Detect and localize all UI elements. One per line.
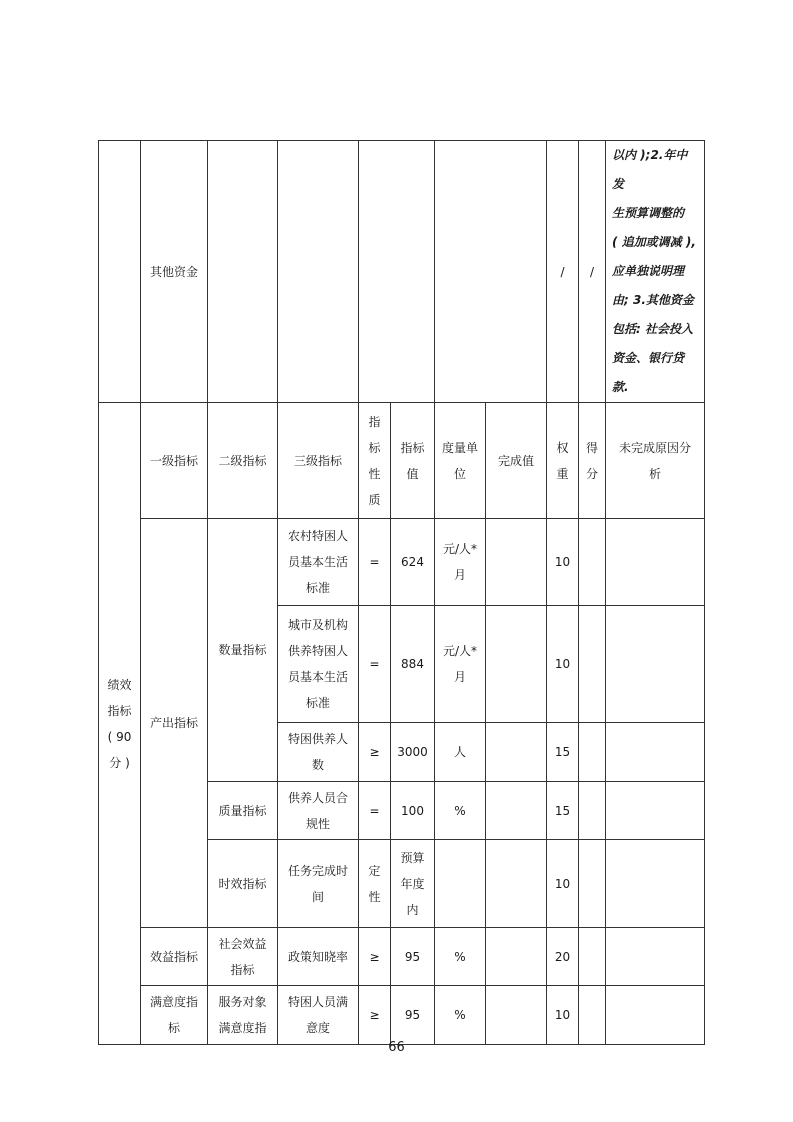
indicator-name: 城市及机构 供养特困人 员基本生活 标准: [278, 606, 359, 723]
group-quality: 质量指标: [208, 782, 278, 840]
indicator-unit: [435, 840, 486, 928]
indicator-weight: 10: [547, 986, 579, 1045]
header-level3: 三级指标: [278, 403, 359, 519]
indicator-reason: [606, 723, 705, 782]
empty-cell: [359, 141, 435, 403]
indicator-weight: 15: [547, 782, 579, 840]
table-row: [99, 986, 705, 1045]
indicator-completed: [486, 928, 547, 986]
empty-cell: [208, 141, 278, 403]
indicator-weight: 10: [547, 606, 579, 723]
indicator-name: 特困人员满 意度: [278, 986, 359, 1045]
group-satisfaction: 满意度指 标: [141, 986, 208, 1045]
indicator-weight: 20: [547, 928, 579, 986]
indicator-completed: [486, 606, 547, 723]
header-reason: 未完成原因分 析: [606, 403, 705, 519]
group-benefit: 效益指标: [141, 928, 208, 986]
header-level1: 一级指标: [141, 403, 208, 519]
indicator-reason: [606, 519, 705, 606]
table-row: [99, 928, 705, 986]
indicator-name: 政策知晓率: [278, 928, 359, 986]
indicator-unit: 元/人* 月: [435, 519, 486, 606]
header-value: 指标 值: [391, 403, 435, 519]
indicator-nature: =: [359, 519, 391, 606]
funding-note: 以内 );2.年中发 生预算调整的 ( 追加或调减 ), 应单独说明理 由; 3.其他资金 包括: 社会投入 资金、银行贷款.: [606, 141, 705, 403]
header-level2: 二级指标: [208, 403, 278, 519]
indicator-name: 农村特困人 员基本生活 标准: [278, 519, 359, 606]
indicator-completed: [486, 840, 547, 928]
indicator-unit: 元/人* 月: [435, 606, 486, 723]
page-number: 66: [388, 1040, 405, 1055]
indicator-unit: %: [435, 986, 486, 1045]
header-weight: 权 重: [547, 403, 579, 519]
indicator-reason: [606, 840, 705, 928]
section-label: 绩效 指标 ( 90 分 ): [99, 403, 141, 1045]
indicator-value: 95: [391, 986, 435, 1045]
indicator-score: [579, 519, 606, 606]
slash-cell: /: [547, 141, 579, 403]
header-nature: 指 标 性 质: [359, 403, 391, 519]
indicator-reason: [606, 928, 705, 986]
indicator-completed: [486, 986, 547, 1045]
indicator-value: 预算 年度 内: [391, 840, 435, 928]
empty-cell: [435, 141, 547, 403]
indicator-value: 624: [391, 519, 435, 606]
indicator-nature: =: [359, 782, 391, 840]
indicator-unit: %: [435, 782, 486, 840]
header-row: [99, 403, 705, 519]
indicator-score: [579, 782, 606, 840]
indicator-weight: 10: [547, 840, 579, 928]
indicator-reason: [606, 606, 705, 723]
funding-row: [99, 141, 705, 403]
group-service-satisfaction: 服务对象 满意度指: [208, 986, 278, 1045]
indicator-unit: 人: [435, 723, 486, 782]
indicator-score: [579, 723, 606, 782]
indicator-score: [579, 928, 606, 986]
indicator-nature: ≥: [359, 986, 391, 1045]
indicator-name: 供养人员合 规性: [278, 782, 359, 840]
performance-table: [98, 140, 705, 1045]
indicator-unit: %: [435, 928, 486, 986]
indicator-completed: [486, 519, 547, 606]
group-quantity: 数量指标: [208, 519, 278, 782]
indicator-value: 95: [391, 928, 435, 986]
indicator-score: [579, 606, 606, 723]
table-row: [99, 519, 705, 606]
indicator-nature: ≥: [359, 723, 391, 782]
empty-cell: [278, 141, 359, 403]
indicator-name: 任务完成时 间: [278, 840, 359, 928]
indicator-nature: 定 性: [359, 840, 391, 928]
funding-label: 其他资金: [141, 141, 208, 403]
indicator-reason: [606, 986, 705, 1045]
indicator-score: [579, 840, 606, 928]
indicator-score: [579, 986, 606, 1045]
indicator-value: 100: [391, 782, 435, 840]
indicator-nature: =: [359, 606, 391, 723]
indicator-completed: [486, 723, 547, 782]
indicator-completed: [486, 782, 547, 840]
header-unit: 度量单 位: [435, 403, 486, 519]
indicator-weight: 10: [547, 519, 579, 606]
indicator-value: 884: [391, 606, 435, 723]
indicator-name: 特困供养人 数: [278, 723, 359, 782]
group-timeliness: 时效指标: [208, 840, 278, 928]
empty-cell: [99, 141, 141, 403]
group-output: 产出指标: [141, 519, 208, 928]
indicator-reason: [606, 782, 705, 840]
slash-cell: /: [579, 141, 606, 403]
indicator-nature: ≥: [359, 928, 391, 986]
header-score: 得 分: [579, 403, 606, 519]
header-completed: 完成值: [486, 403, 547, 519]
indicator-value: 3000: [391, 723, 435, 782]
group-social-benefit: 社会效益 指标: [208, 928, 278, 986]
indicator-weight: 15: [547, 723, 579, 782]
